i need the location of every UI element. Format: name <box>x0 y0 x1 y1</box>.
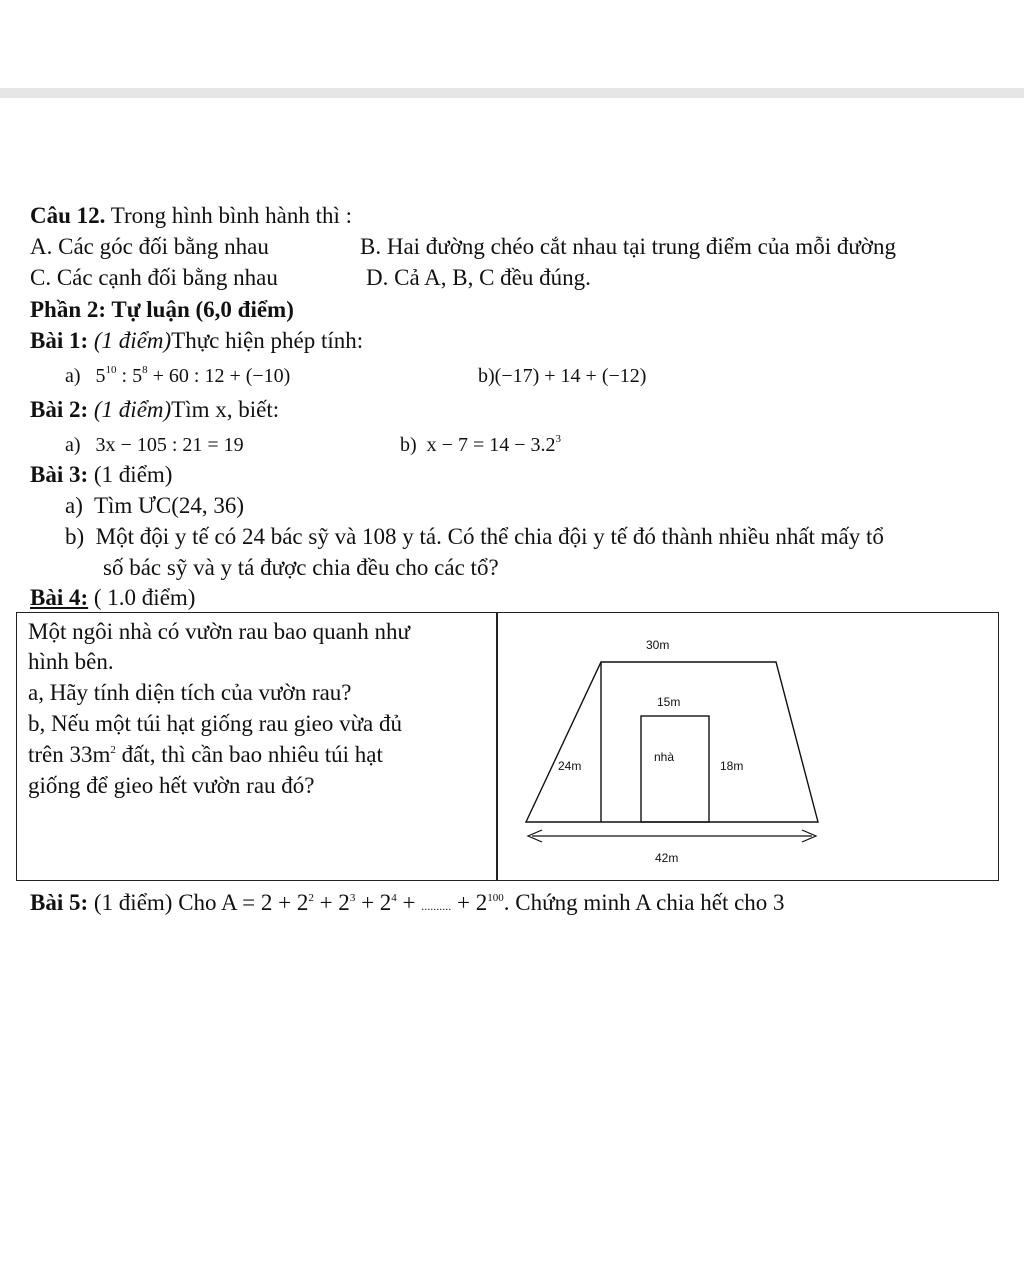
question-12-label: Câu 12. <box>30 203 106 228</box>
exercise-2-a <box>65 431 244 459</box>
option-b: B. Hai đường chéo cắt nhau tại trung điểm của mỗi đường <box>360 234 896 259</box>
exercise-5-expr-2: + 2 <box>313 890 350 915</box>
part-2-title <box>30 296 294 324</box>
house-rectangle <box>641 716 709 822</box>
exercise-5-expr-5: + 2 <box>451 890 488 915</box>
exercise-3-b <box>65 523 1024 551</box>
top-side-label: 30m <box>646 638 670 652</box>
exercise-2-b-label: b) <box>400 434 417 456</box>
exercise-1-a-label: a) <box>65 365 81 387</box>
exercise-1-a <box>65 362 290 390</box>
exercise-2-heading <box>30 396 279 424</box>
exercise-3-a-label: a) <box>65 493 83 518</box>
exercise-4-line-5 <box>28 741 383 769</box>
exercise-5-exp-2: 3 <box>349 892 356 904</box>
exercise-2-b-exp: 3 <box>555 433 562 445</box>
exercise-4-line-5-a: trên 33m <box>28 742 111 767</box>
exercise-1-a-rest: + 60 : 12 + (−10) <box>147 365 291 387</box>
exercise-2-points: (1 điểm) <box>88 397 172 422</box>
exercise-3-b-text-1: Một đội y tế có 24 bác sỹ và 108 y tá. Có thể chia đội y tế đó thành nhiều nhất mấy tổ <box>95 524 884 549</box>
exercise-3-heading <box>30 461 172 489</box>
exercise-4-heading <box>30 584 195 612</box>
exercise-5-label: Bài 5: <box>30 890 89 915</box>
exercise-1-b <box>478 362 646 390</box>
bottom-side-label: 42m <box>655 851 679 865</box>
exercise-3-label: Bài 3: <box>30 462 89 487</box>
option-d: D. Cả A, B, C đều đúng. <box>366 265 591 290</box>
exercise-4-line-6: giống để gieo hết vườn rau đó? <box>28 773 315 798</box>
exercise-2-a-expr: 3x − 105 : 21 = 19 <box>95 434 244 456</box>
exercise-4-line-4: b, Nếu một túi hạt giống rau gieo vừa đủ <box>28 711 403 736</box>
exercise-2-label: Bài 2: <box>30 397 89 422</box>
exercise-3-b-text-2: số bác sỹ và y tá được chia đều cho các tổ? <box>103 555 499 580</box>
exercise-4-line-5-b: đất, thì cần bao nhiêu túi hạt <box>115 742 383 767</box>
part-2-title-text: Phần 2: Tự luận (6,0 điểm) <box>30 297 294 322</box>
exercise-1-points: (1 điểm) <box>88 328 172 353</box>
viewer-top-bar <box>0 88 1024 98</box>
exercise-2-text: Tìm x, biết: <box>171 397 280 422</box>
option-a: A. Các góc đối bằng nhau <box>30 234 269 259</box>
question-12-text: Trong hình bình hành thì : <box>105 203 353 228</box>
exercise-1-label: Bài 1: <box>30 328 89 353</box>
exercise-4-line-3: a, Hãy tính diện tích của vườn rau? <box>28 680 352 705</box>
exercise-3-b-line-2 <box>103 554 499 582</box>
exercise-3-a <box>65 492 244 520</box>
exercise-5-exp-3: 4 <box>391 892 397 904</box>
exercise-4-points: ( 1.0 điểm) <box>88 585 196 610</box>
exercise-1-a-base: 5 <box>95 365 106 387</box>
exercise-5-expr-4: + <box>396 890 422 915</box>
exercise-1-b-label: b) <box>478 365 495 387</box>
house-label: nhà <box>654 750 675 764</box>
exercise-4-line-2: hình bên. <box>28 649 114 674</box>
exercise-4-line-5-exp: 2 <box>110 744 116 756</box>
exercise-5-expr-3: + 2 <box>355 890 392 915</box>
exercise-5-dots: .......... <box>421 899 452 913</box>
exercise-3-b-label: b) <box>65 524 85 549</box>
left-height-label: 24m <box>558 759 582 773</box>
exercise-3-a-text: Tìm ƯC(24, 36) <box>93 493 245 518</box>
exercise-5-tail: . Chứng minh A chia hết cho 3 <box>503 890 785 915</box>
exercise-5-exp-4: 100 <box>487 892 504 904</box>
right-height-label: 18m <box>720 759 744 773</box>
house-width-label: 15m <box>657 695 681 709</box>
exercise-5-expr-1: A = 2 + 2 <box>221 890 309 915</box>
exercise-1-heading <box>30 327 363 355</box>
exercise-2-b <box>400 431 561 459</box>
garden-figure <box>498 614 998 879</box>
exercise-4-line-1: Một ngôi nhà có vườn rau bao quanh như <box>28 619 411 644</box>
exercise-1-a-mid: : 5 <box>116 365 143 387</box>
exercise-2-a-label: a) <box>65 434 81 456</box>
exercise-4-label: Bài 4: <box>30 585 89 610</box>
question-12 <box>30 202 352 230</box>
exercise-5 <box>30 889 785 920</box>
exercise-2-b-expr: x − 7 = 14 − 3.2 <box>426 434 556 456</box>
exercise-1-a-exp2: 8 <box>142 364 148 376</box>
garden-trapezoid <box>526 662 818 822</box>
exercise-3-points: (1 điểm) <box>88 462 173 487</box>
exercise-1-b-expr: (−17) + 14 + (−12) <box>494 365 647 387</box>
exercise-5-points: (1 điểm) Cho <box>88 890 222 915</box>
exercise-1-text: Thực hiện phép tính: <box>171 328 364 353</box>
exercise-1-a-exp1: 10 <box>105 364 117 376</box>
exercise-5-exp-1: 2 <box>308 892 314 904</box>
option-c: C. Các cạnh đối bằng nhau <box>30 265 278 290</box>
